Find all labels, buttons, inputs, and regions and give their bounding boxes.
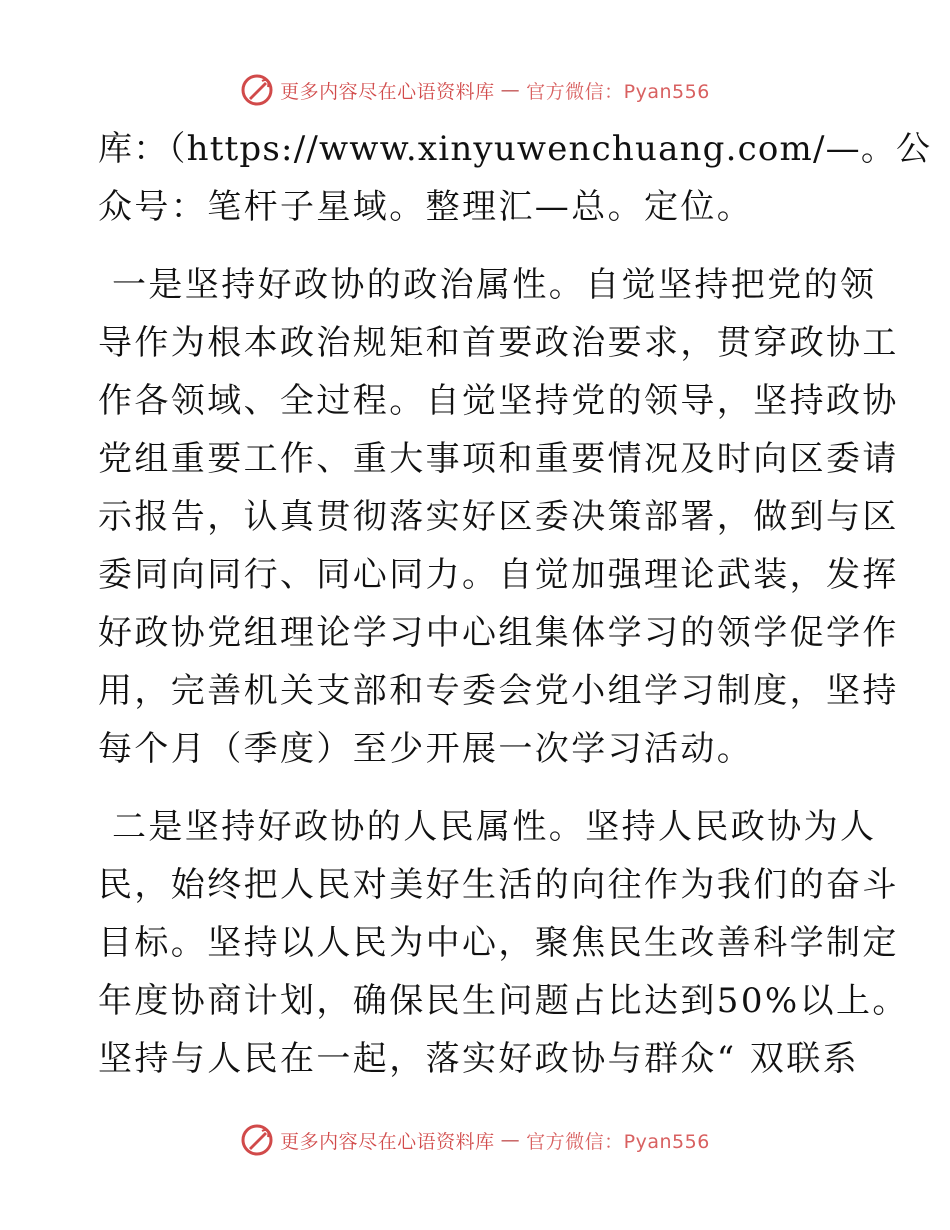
text-line: 民，始终把人民对美好生活的向往作为我们的奋斗 [98, 865, 899, 905]
paragraph-intro [98, 120, 932, 236]
text-line: 坚持与人民在一起，落实好政协与群众“ 双联系 [98, 1039, 859, 1079]
document-body [98, 120, 932, 1088]
text-line: 示报告，认真贯彻落实好区委决策部署，做到与区 [98, 497, 899, 537]
watermark-text: 更多内容尽在心语资料库 [280, 80, 495, 103]
text-line: 导作为根本政治规矩和首要政治要求，贯穿政协工 [98, 323, 899, 363]
watermark-wechat: 官方微信：Pyan556 [526, 1130, 710, 1153]
paragraph-political [98, 256, 899, 778]
watermark-separator: — [500, 1129, 521, 1151]
watermark-wechat: 官方微信：Pyan556 [526, 80, 710, 103]
text-line: 一是坚持好政协的政治属性。自觉坚持把党的领 [112, 265, 877, 305]
text-line: 每个月（季度）至少开展一次学习活动。 [98, 729, 754, 769]
text-line: 用，完善机关支部和专委会党小组学习制度，坚持 [98, 671, 899, 711]
watermark-banner-bottom [0, 1120, 950, 1160]
watermark-text: 更多内容尽在心语资料库 [280, 1130, 495, 1153]
quill-logo-icon [240, 1123, 274, 1157]
text-line: 年度协商计划，确保民生问题占比达到50%以上。 [98, 981, 909, 1021]
text-line: 众号：笔杆子星域。整理汇—总。定位。 [98, 187, 754, 227]
quill-logo-icon [240, 73, 274, 107]
watermark-banner-top [0, 70, 950, 110]
text-line: 委同向同行、同心同力。自觉加强理论武装，发挥 [98, 555, 899, 595]
text-line: 二是坚持好政协的人民属性。坚持人民政协为人 [112, 807, 877, 847]
text-line: 党组重要工作、重大事项和重要情况及时向区委请 [98, 439, 899, 479]
text-line: 目标。坚持以人民为中心，聚焦民生改善科学制定 [98, 923, 899, 963]
paragraph-people [98, 798, 909, 1088]
text-line: 好政协党组理论学习中心组集体学习的领学促学作 [98, 613, 899, 653]
watermark-separator: — [500, 79, 521, 101]
text-line: 库：（https://www.xinyuwenchuang.com/—。公 [98, 129, 932, 169]
text-line: 作各领域、全过程。自觉坚持党的领导，坚持政协 [98, 381, 899, 421]
